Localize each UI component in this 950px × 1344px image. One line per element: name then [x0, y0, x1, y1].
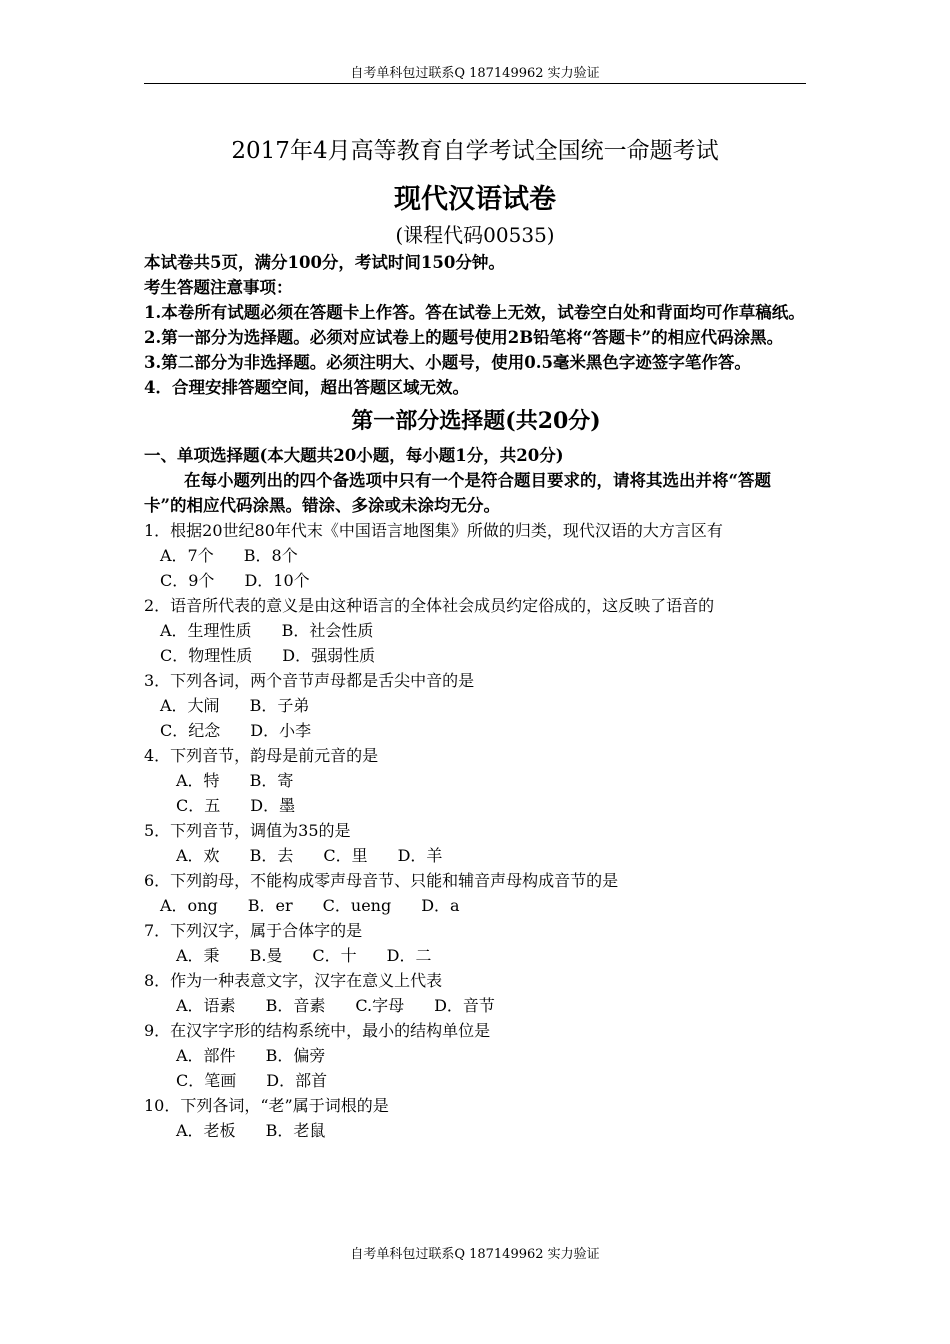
answer-option: B．er — [247, 896, 293, 915]
answer-option: A．语素 — [176, 996, 236, 1015]
answer-option: D．墨 — [250, 796, 296, 815]
question-stem: 8．作为一种表意文字，汉字在意义上代表 — [144, 971, 443, 990]
answer-option: D．强弱性质 — [282, 646, 376, 665]
answer-option: D．a — [421, 896, 460, 915]
option-row — [144, 793, 808, 818]
answer-option: C．ueng — [322, 896, 392, 915]
option-row — [144, 843, 808, 868]
answer-option: C.字母 — [355, 996, 405, 1015]
option-row — [144, 693, 808, 718]
answer-option: C．五 — [176, 796, 221, 815]
answer-option: B．偏旁 — [265, 1046, 326, 1065]
answer-option: D．音节 — [434, 996, 495, 1015]
answer-option: C．笔画 — [176, 1071, 237, 1090]
option-row — [144, 718, 808, 743]
answer-option: B．寄 — [249, 771, 294, 790]
option-row — [144, 543, 808, 568]
option-row — [144, 993, 808, 1018]
option-row — [144, 768, 808, 793]
answer-option: B．子弟 — [249, 696, 310, 715]
question-stem: 7．下列汉字，属于合体字的是 — [144, 921, 363, 940]
answer-option: A．部件 — [176, 1046, 236, 1065]
question-stem: 10．下列各词，“老”属于词根的是 — [144, 1096, 389, 1115]
option-row — [144, 1043, 808, 1068]
answer-option: C．9个 — [160, 571, 215, 590]
answer-option: B．去 — [249, 846, 294, 865]
option-row — [144, 618, 808, 643]
notice-item: 3.第二部分为非选择题。必须注明大、小题号，使用0.5毫米黑色字迹签字笔作答。 — [144, 353, 751, 372]
answer-option: A．大闹 — [160, 696, 220, 715]
answer-option: A．老板 — [176, 1121, 236, 1140]
option-row — [144, 943, 808, 968]
page-header: 自考单科包过联系Q 187149962 实力验证 — [350, 66, 600, 81]
option-row — [144, 1068, 808, 1093]
answer-option: B．社会性质 — [281, 621, 374, 640]
question-stem: 1．根据20世纪80年代末《中国语言地图集》所做的归类，现代汉语的大方言区有 — [144, 521, 723, 540]
answer-option: D．部首 — [266, 1071, 328, 1090]
question-stem: 4．下列音节，韵母是前元音的是 — [144, 746, 379, 765]
answer-option: A．欢 — [176, 846, 220, 865]
notice-item: 2.第一部分为选择题。必须对应试卷上的题号使用2B铅笔将“答题卡”的相应代码涂黑。 — [144, 328, 784, 347]
answer-option: B．8个 — [243, 546, 298, 565]
paper-title: 现代汉语试卷 — [394, 184, 556, 215]
answer-option: A．ong — [160, 896, 218, 915]
answer-option: B．老鼠 — [265, 1121, 326, 1140]
question-stem: 5．下列音节，调值为35的是 — [144, 821, 351, 840]
notice-item: 1.本卷所有试题必须在答题卡上作答。答在试卷上无效，试卷空白处和背面均可作草稿纸。 — [144, 303, 805, 322]
answer-option: A．7个 — [160, 546, 214, 565]
section-one-instructions: 在每小题列出的四个备选项中只有一个是符合题目要求的，请将其选出并将“答题卡”的相应代码涂黑。错涂、多涂或未涂均无分。 — [144, 471, 771, 515]
part-one-title: 第一部分选择题(共20分) — [351, 408, 601, 434]
question-stem: 6．下列韵母，不能构成零声母音节、只能和辅音声母构成音节的是 — [144, 871, 619, 890]
notice-title: 考生答题注意事项： — [144, 278, 293, 297]
notice-item: 4．合理安排答题空间，超出答题区域无效。 — [144, 378, 469, 397]
answer-option: D．10个 — [244, 571, 310, 590]
answer-option: C．里 — [323, 846, 368, 865]
header-divider — [144, 83, 806, 84]
course-code: (课程代码00535) — [395, 223, 555, 247]
question-list — [144, 518, 808, 1143]
option-row — [144, 893, 808, 918]
section-one-title: 一、单项选择题(本大题共20小题，每小题1分，共20分) — [144, 446, 564, 465]
paper-body — [144, 250, 808, 1143]
option-row — [144, 1118, 808, 1143]
answer-option: A．秉 — [176, 946, 220, 965]
question-stem: 3．下列各词，两个音节声母都是舌尖中音的是 — [144, 671, 475, 690]
answer-option: B.曼 — [249, 946, 283, 965]
answer-option: D．二 — [386, 946, 432, 965]
answer-option: C．物理性质 — [160, 646, 253, 665]
page-footer: 自考单科包过联系Q 187149962 实力验证 — [350, 1247, 600, 1262]
paper-info: 本试卷共5页，满分100分，考试时间150分钟。 — [144, 253, 505, 272]
answer-option: C．十 — [312, 946, 357, 965]
answer-option: D．小李 — [250, 721, 312, 740]
answer-option: A．特 — [176, 771, 220, 790]
exam-heading: 2017年4月高等教育自学考试全国统一命题考试 — [231, 138, 719, 164]
answer-option: B．音素 — [265, 996, 326, 1015]
option-row — [144, 643, 808, 668]
answer-option: D．羊 — [397, 846, 443, 865]
question-stem: 9．在汉字字形的结构系统中，最小的结构单位是 — [144, 1021, 491, 1040]
option-row — [144, 568, 808, 593]
answer-option: C．纪念 — [160, 721, 221, 740]
question-stem: 2．语音所代表的意义是由这种语言的全体社会成员约定俗成的，这反映了语音的 — [144, 596, 715, 615]
answer-option: A．生理性质 — [160, 621, 252, 640]
